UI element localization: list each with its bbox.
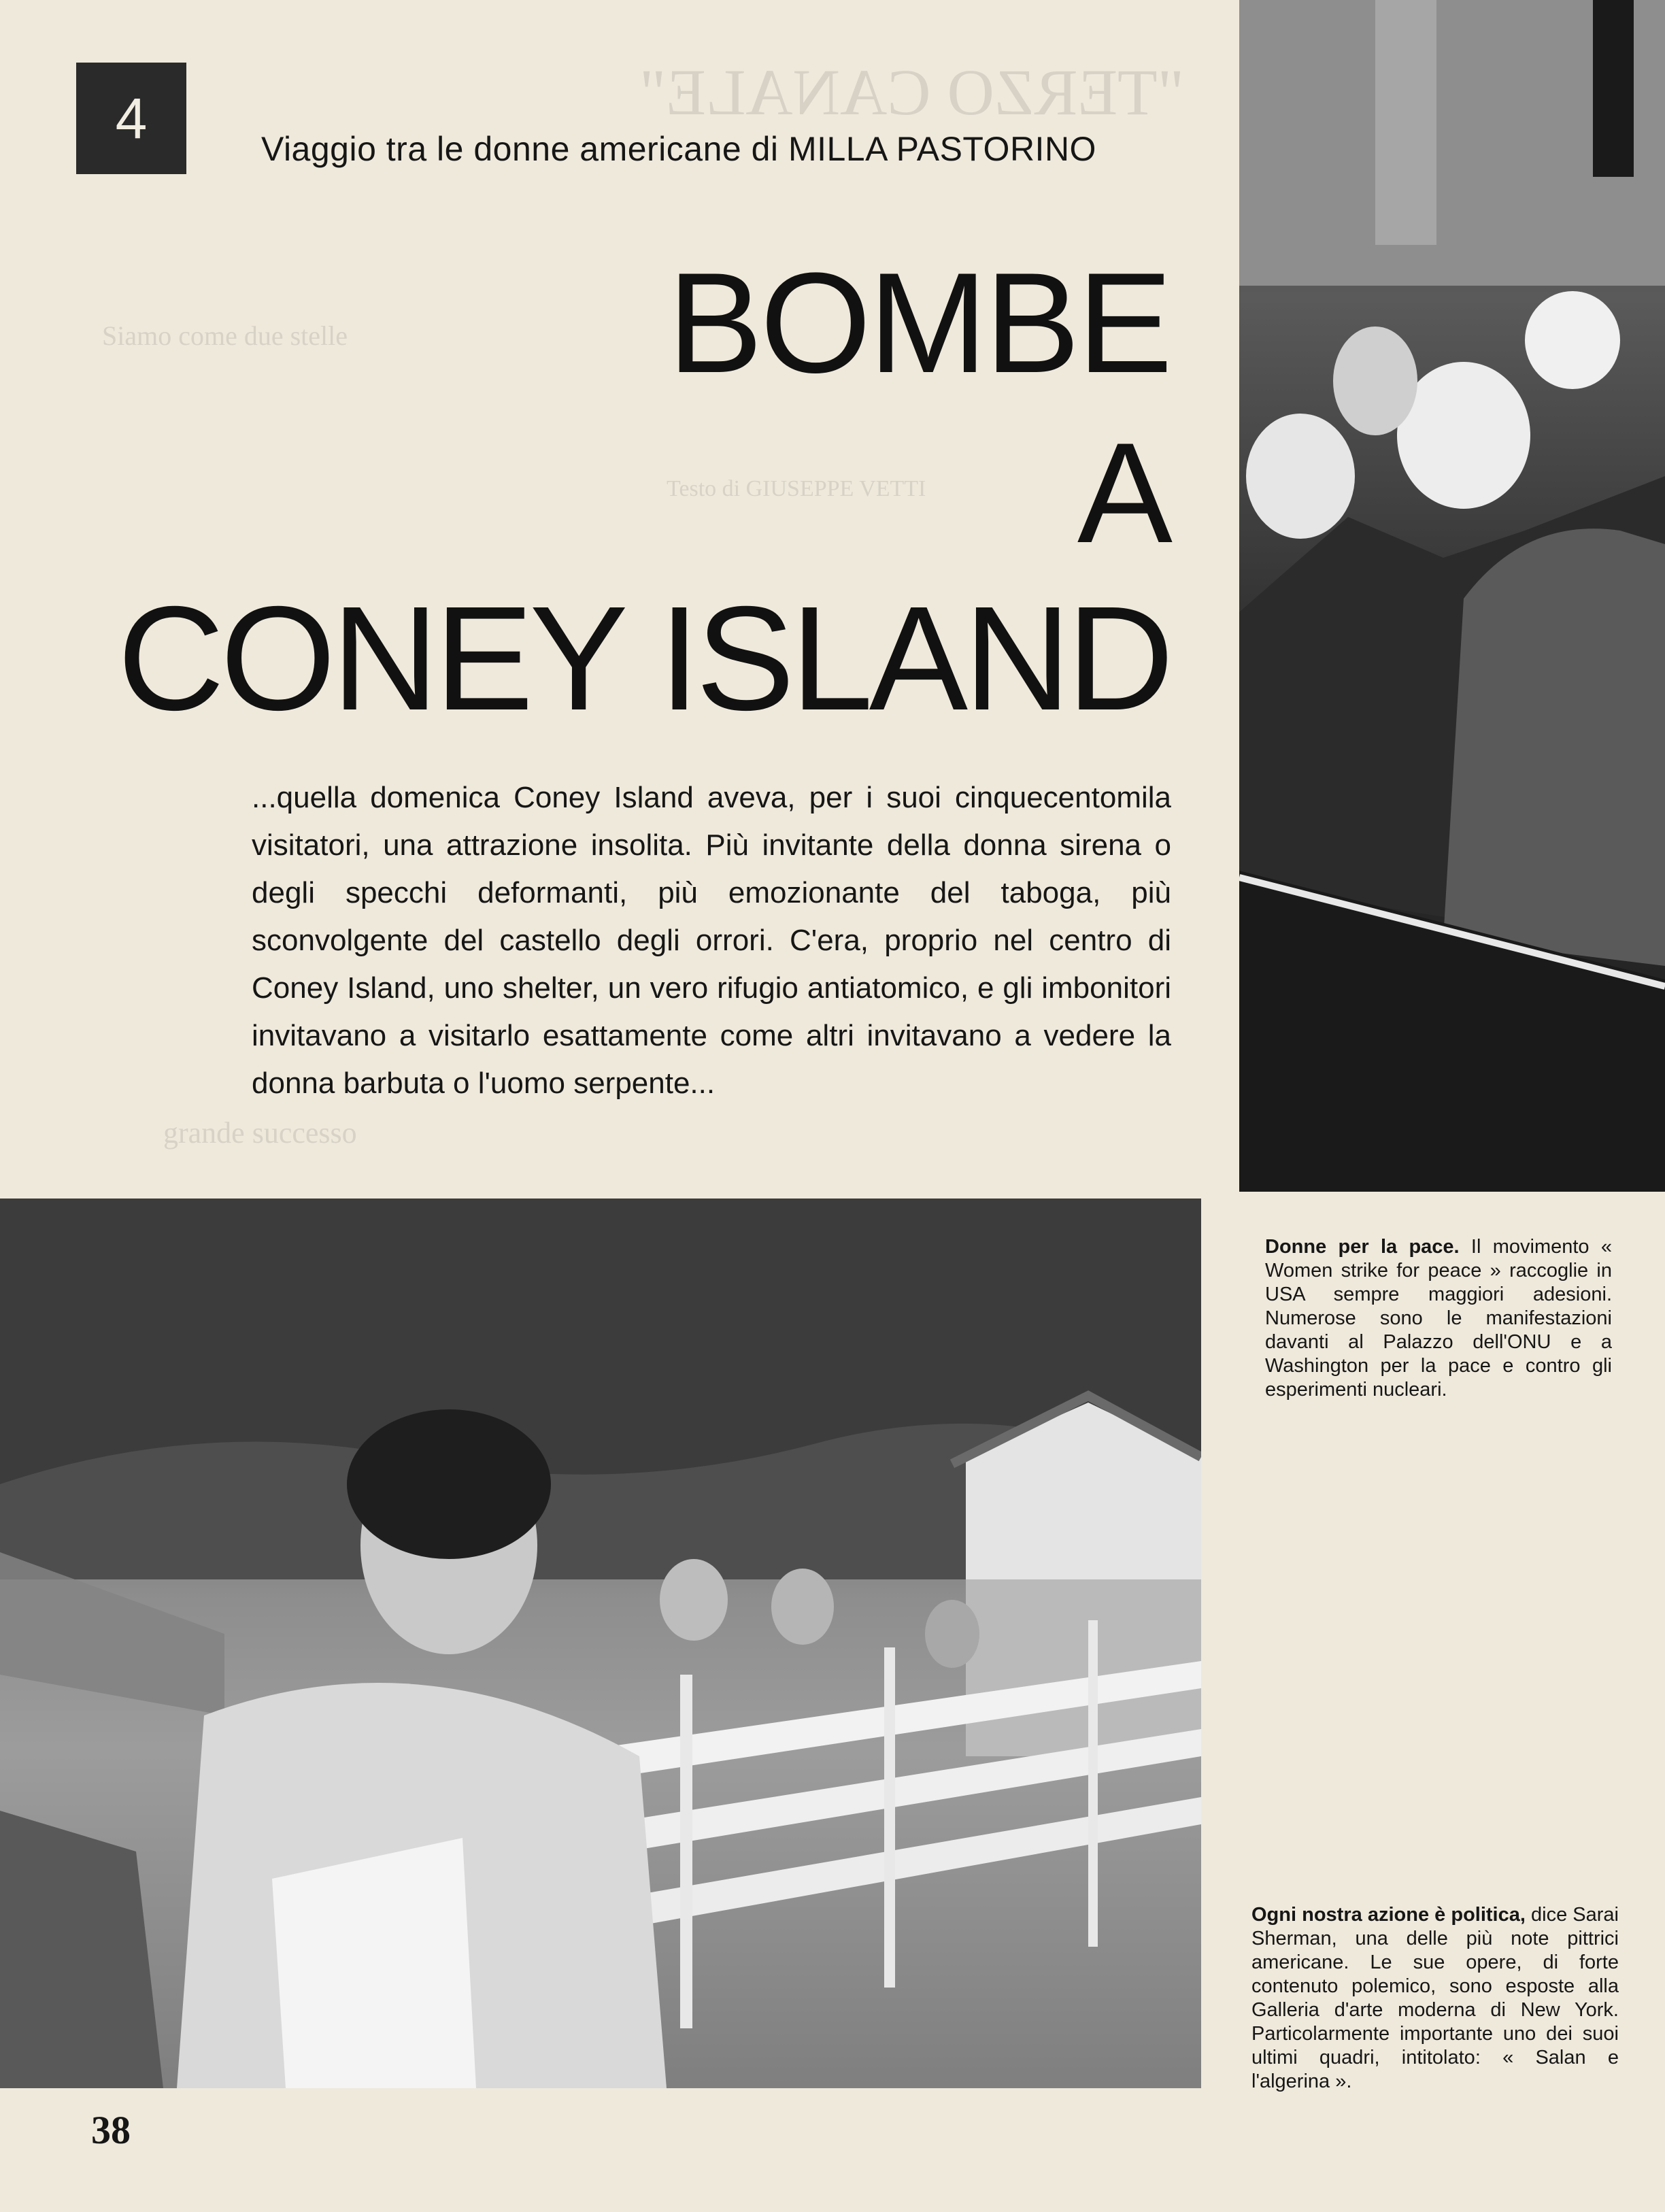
article-kicker <box>261 129 1096 169</box>
show-through-texture: Testo di GIUSEPPE VETTI <box>667 476 926 501</box>
photo-scene-protest <box>1239 0 1665 1192</box>
section-number-badge: 4 <box>76 63 186 174</box>
show-through-texture: "TERZO CANALE" <box>639 56 1184 129</box>
intro-text: ...quella domenica Coney Island aveva, per i suoi cinquecentomila visitatori, una attrazione insolita. Più invitante della donna sirena o degli specchi deformanti, più emozionante del taboga, più sconvolgente del castello degli orrori. C'era, proprio nel centro di Coney Island, uno shelter, un vero rifugio antiatomico, e gli imbonitori invitavano a visitarlo esattamente come altri invitavano a vedere la donna barbuta o l'uomo serpente... <box>252 781 1171 1100</box>
photo-sarai-sherman-at-fence <box>0 1199 1201 2088</box>
headline-line-1: BOMBE <box>667 243 1170 403</box>
caption-lead: Donne per la pace. <box>1265 1236 1460 1258</box>
caption-sarai-sherman <box>1251 1903 1619 2094</box>
caption-lead: Ogni nostra azione è politica, <box>1251 1904 1526 1926</box>
headline-line-3: CONEY ISLAND <box>117 576 1170 741</box>
photo-women-strike-for-peace <box>1239 0 1665 1192</box>
kicker-lead: Viaggio tra le donne americane di <box>261 130 779 168</box>
caption-text: Il movimento « Women strike for peace » raccoglie in USA sempre maggiori adesioni. Numerose sono le manifestazioni davanti al Palazzo dell'ONU e a Washington per la pace e contro gli esperimenti nucleari. <box>1265 1236 1612 1401</box>
intro-paragraph <box>252 774 1171 1107</box>
caption-text: dice Sarai Sherman, una delle più note pittrici americane. Le sue opere, di forte contenuto polemico, sono esposte alla Galleria d'arte moderna di New York. Particolarmente importante uno dei suoi ultimi quadri, intitolato: « Salan e l'algerina ». <box>1251 1904 1619 2092</box>
author-name: MILLA PASTORINO <box>788 130 1096 168</box>
caption-women-for-peace <box>1265 1235 1612 1402</box>
show-through-texture: Siamo come due stelle <box>102 320 348 351</box>
show-through-texture: grande successo <box>163 1116 357 1150</box>
page-number: 38 <box>91 2108 131 2152</box>
headline-line-2: A <box>1077 413 1170 573</box>
photo-scene-fence <box>0 1199 1201 2088</box>
